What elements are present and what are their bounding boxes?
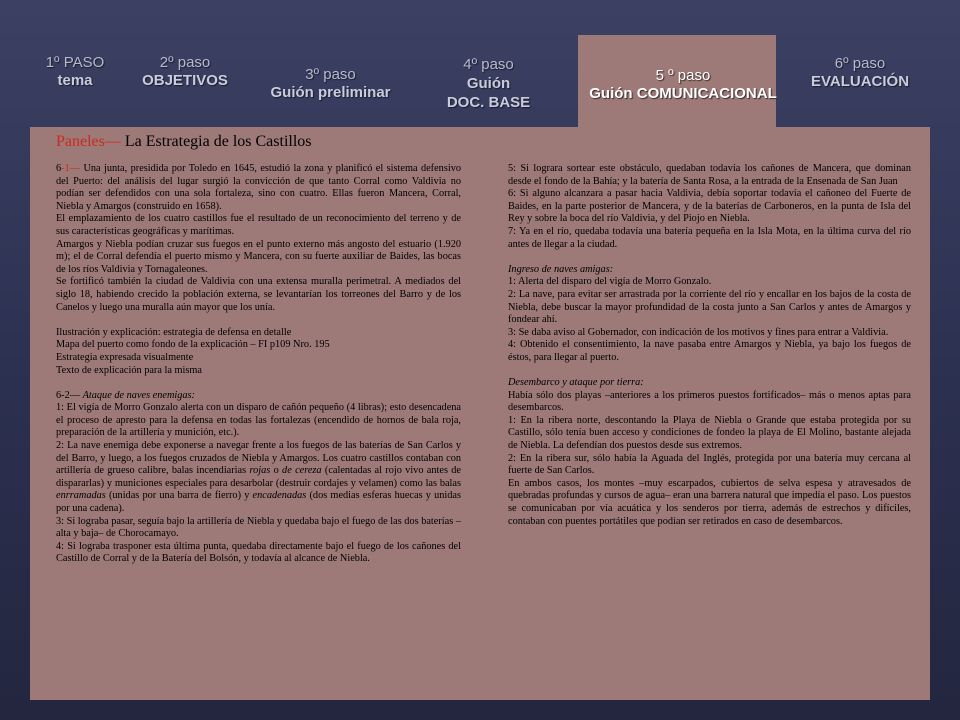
- text-run: (unidas por una barra de fierro) y: [105, 490, 253, 502]
- paragraph: 3: Se daba aviso al Gobernador, con indicación de los motivos y fines para entrar a Valdivia.: [508, 326, 889, 338]
- paragraph: 2: En la ribera sur, sólo había la Aguada del Inglés, protegida por una batería muy cercana al fuerte de San Carlos.: [508, 452, 911, 477]
- paragraph: 2: La nave, para evitar ser arrastrada por la corriente del río y encallar en los bajos de la costa de Niebla, debe buscar la mayor profundidad de la costa junto a San Carlos y antes de Amargos y fondear ahí.: [508, 288, 911, 326]
- paragraph: Mapa del puerto como fondo de la explicación – FI p109 Nro. 195: [56, 339, 330, 351]
- nav-step-4-label: 4º paso: [463, 56, 514, 73]
- panel-title: [56, 133, 312, 151]
- spacer: [56, 314, 461, 327]
- nav-step-5-label: 5 º paso: [655, 67, 711, 84]
- text-run: (calentadas al rojo vivo antes de dispararlas) y municiones especiales para desarbolar (destruir cordajes y velamen) como las balas: [56, 465, 461, 489]
- nav-step-2-objetivos[interactable]: [130, 54, 240, 90]
- paragraph: 4: Si lograba trasponer esta última punta, quedaba directamente bajo el fuego de los cañones del Castillo de Corral y de la Batería del Bolsón, y todavía al alcance de Niebla.: [56, 540, 461, 565]
- spacer: [56, 377, 461, 390]
- nav-step-6-evaluacion[interactable]: [800, 55, 920, 91]
- left-column-text: [56, 163, 461, 566]
- section-number: 6-2—: [56, 389, 83, 401]
- section-number: 6: [56, 163, 62, 174]
- nav-step-2-label: 2º paso: [159, 54, 211, 71]
- text-run-italic: de cereza: [282, 465, 322, 477]
- nav-step-4-doc-base[interactable]: [436, 56, 541, 112]
- paragraph: [56, 163, 461, 213]
- nav-step-5-guion-comunicacional[interactable]: [578, 67, 788, 103]
- paragraph: 3: Si lograba pasar, seguía bajo la artillería de Niebla y quedaba bajo el fuego de las dos baterías –alta y baja– de Chorocamayo.: [56, 515, 461, 540]
- nav-step-2-title: OBJETIVOS: [142, 72, 228, 89]
- panel-title-prefix: Paneles—: [56, 133, 121, 150]
- text-run: (dos medias esferas huecas y unidas por una cadena).: [56, 490, 461, 515]
- nav-step-1-tema[interactable]: [30, 54, 120, 90]
- paragraph: Estrategia expresada visualmente: [56, 351, 194, 363]
- paragraph: 1: En la ribera norte, descontando la Playa de Niebla o Grande que estaba protegida por su Castillo, sólo tenía buen acceso y condiciones de fondeo la playa de El Molino, bastante alejada de Niebla. La defendían dos puestos desde sus extremos.: [508, 414, 911, 452]
- section-heading: Desembarco y ataque por tierra:: [508, 377, 644, 389]
- right-column-text: [508, 163, 911, 528]
- paragraph-text: Una junta, presidida por Toledo en 1645, estudió la zona y planificó el sistema defensivo del Puerto: del análisis del lugar surgió la convicción de que tanto Corral como Valdivia no podían ser defendidos con una sola fortaleza, sino con cuatro. Ellas fueron Mancera, Corral, Niebla y Amargos (construido en 1658).: [56, 163, 461, 212]
- text-run-italic: rojas: [249, 465, 271, 477]
- spacer: [508, 365, 911, 378]
- nav-step-3-title: Guión preliminar: [270, 84, 391, 101]
- paragraph: 1: Alerta del disparo del vigía de Morro Gonzalo.: [508, 276, 712, 288]
- text-run-italic: enrramadas: [56, 490, 106, 502]
- nav-step-4-subtitle: DOC. BASE: [446, 94, 531, 111]
- paragraph: Se fortificó también la ciudad de Valdivia con una extensa muralla perimetral. A mediados del siglo 18, habiendo crecido la población externa, se levantarían los torreones del Barro y de los Canelos y luego una muralla aún mayor que los unía.: [56, 276, 461, 313]
- nav-step-3-guion-preliminar[interactable]: [258, 66, 403, 102]
- paragraph: 7: Ya en el río, quedaba todavía una batería pequeña en la Isla Mota, en la última curva del río antes de llegar a la ciudad.: [508, 225, 911, 250]
- nav-step-1-label: 1º PASO: [45, 54, 105, 71]
- paragraph: Texto de explicación para la misma: [56, 364, 202, 376]
- section-heading: [56, 390, 461, 403]
- paragraph: [56, 440, 461, 516]
- spacer: [508, 251, 911, 264]
- paragraph: Había sólo dos playas –anteriores a los primeros puestos fortificados– más o menos aptas para desembarcos.: [508, 389, 911, 414]
- text-run: o: [270, 465, 283, 477]
- nav-step-1-title: tema: [57, 72, 93, 89]
- section-heading-text: Ataque de naves enemigas:: [82, 389, 195, 401]
- paragraph: 1: El vigía de Morro Gonzalo alerta con un disparo de cañón pequeño (4 libras); esto desencadena el proceso de apresto para la defensa en todas las fortalezas (encendido de hornos de bala roja, preparación de la artillería y munición, etc.).: [56, 402, 461, 439]
- panel-title-text: La Estrategia de los Castillos: [120, 133, 312, 150]
- nav-step-5-title: Guión COMUNICACIONAL: [589, 85, 777, 102]
- nav-step-6-title: EVALUACIÓN: [810, 73, 910, 90]
- paragraph: 5: Si lograra sortear este obstáculo, quedaban todavía los cañones de Mancera, que dominan desde el fondo de la Bahía; y la batería de Santa Rosa, a la entrada de la Ensenada de San Juan: [508, 163, 911, 187]
- nav-step-3-label: 3º paso: [305, 66, 356, 83]
- nav-step-4-title: Guión: [466, 75, 511, 92]
- text-run: 2: La nave enemiga debe exponerse a navegar frente a los fuegos de las baterías de San Carlos y del Barro, y luego, a los fuegos cruzados de Niebla y Amargos. Los cuatro castillos contaban con artillería de grueso calibre, balas incendiarias: [56, 440, 461, 477]
- section-heading: Ingreso de naves amigas:: [508, 263, 614, 275]
- paragraph: En ambos casos, los montes –muy escarpados, cubiertos de selva espesa y atravesados de quebradas profundas y cursos de agua– eran una barrera natural que impedía el paso. Los puestos se comunicaban por vía acuática y los senderos por tierra, además de estrechos y difíciles, contaban con puentes portátiles que podían ser retirados en caso de desembarcos.: [508, 477, 911, 527]
- paragraph: Amargos y Niebla podían cruzar sus fuegos en el punto externo más angosto del estuario (1.920 m); el de Corral defendía el puerto mismo y Mancera, con su fuerte auxiliar de Baides, las bocas de los ríos Valdivia y Tornagaleones.: [56, 238, 461, 275]
- text-run-italic: encadenadas: [252, 490, 307, 502]
- paragraph: 6: Si alguno alcanzara a pasar hacia Valdivia, debía soportar todavía el cañoneo del Fuerte de Baides, en la parte posterior de Mancera, y de la baterías de Carboneros, en la punta de Isla del Rey y sobre la boca del río Valdivia, y del Piojo en Niebla.: [508, 188, 911, 225]
- nav-step-6-label: 6º paso: [834, 55, 886, 72]
- paragraph: El emplazamiento de los cuatro castillos fue el resultado de un reconocimiento del terreno y de sus características geográficas y marítimas.: [56, 213, 461, 237]
- paragraph: Ilustración y explicación: estrategia de defensa en detalle: [56, 326, 292, 338]
- paragraph: 4: Obtenido el consentimiento, la nave pasaba entre Amargos y Niebla, ya bajo los fuegos de éstos, para llegar al puerto.: [508, 339, 911, 363]
- section-dash: -1—: [61, 163, 81, 174]
